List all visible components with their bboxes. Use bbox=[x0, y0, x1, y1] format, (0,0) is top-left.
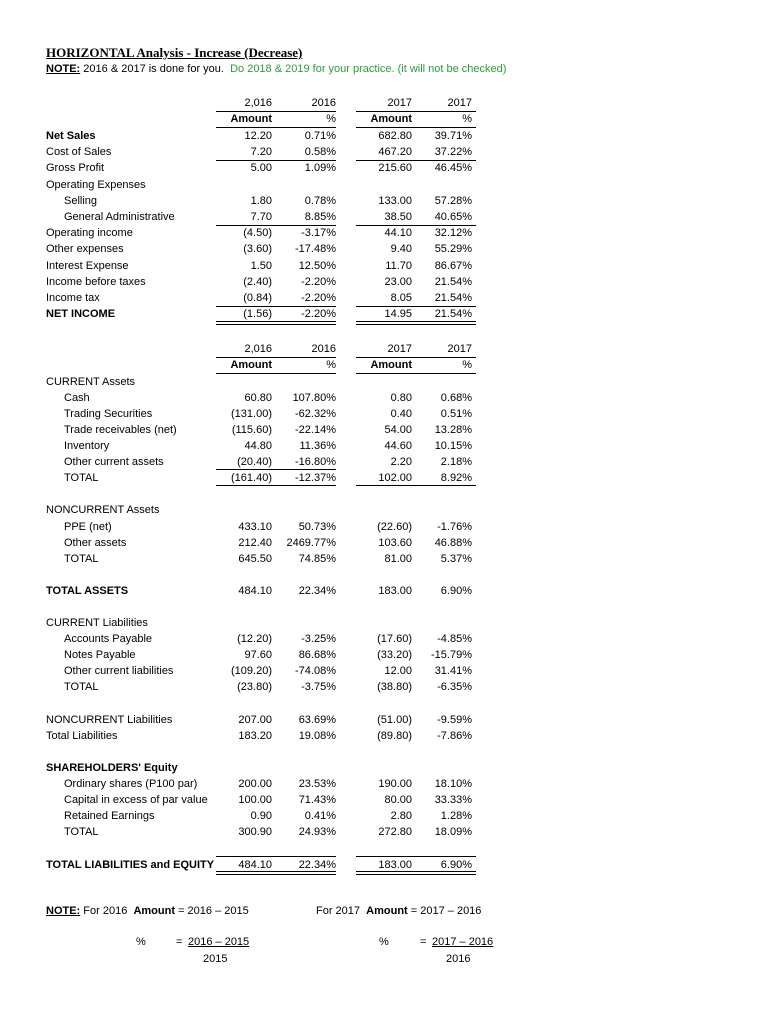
table-row bbox=[0, 422, 768, 438]
row-label: PPE (net) bbox=[64, 521, 112, 533]
row-value: 60.80 bbox=[244, 392, 272, 404]
table-row bbox=[0, 438, 768, 454]
section-title-label: CURRENT Liabilities bbox=[46, 617, 148, 629]
table-row bbox=[0, 390, 768, 406]
row-value: 5.00 bbox=[250, 162, 272, 174]
table-row bbox=[0, 776, 768, 792]
footnote-2017 bbox=[316, 905, 481, 917]
pct-symbol: % bbox=[379, 936, 389, 948]
row-label: Cash bbox=[64, 392, 90, 404]
header-cell: % bbox=[462, 359, 472, 371]
row-label: TOTAL bbox=[64, 472, 99, 484]
row-value: 2469.77% bbox=[286, 537, 336, 549]
table-row bbox=[0, 824, 768, 840]
row-label: Income before taxes bbox=[46, 276, 146, 288]
section-title bbox=[0, 502, 768, 518]
row-value: 12.00 bbox=[384, 665, 412, 677]
row-value: 38.50 bbox=[384, 211, 412, 223]
balance-header-top bbox=[0, 341, 768, 357]
table-row bbox=[0, 808, 768, 824]
header-cell: 2017 bbox=[387, 343, 412, 355]
row-label: NET INCOME bbox=[46, 308, 116, 320]
row-value: -3.75% bbox=[301, 681, 336, 693]
row-value: 8.85% bbox=[304, 211, 336, 223]
row-label: NONCURRENT Liabilities bbox=[46, 714, 173, 726]
row-value: -2.20% bbox=[301, 292, 336, 304]
row-label: Income tax bbox=[46, 292, 100, 304]
row-value: 46.88% bbox=[434, 537, 472, 549]
row-value: 682.80 bbox=[378, 130, 412, 142]
row-label: TOTAL LIABILITIES and EQUITY bbox=[46, 859, 215, 871]
row-value: 12.20 bbox=[244, 130, 272, 142]
header-cell: Amount bbox=[230, 359, 272, 371]
row-value: 272.80 bbox=[378, 826, 412, 838]
row-value: 46.45% bbox=[434, 162, 472, 174]
header-cell: 2017 bbox=[447, 97, 472, 109]
row-value: 31.41% bbox=[434, 665, 472, 677]
row-value: 190.00 bbox=[378, 778, 412, 790]
row-value: 23.00 bbox=[384, 276, 412, 288]
table-row bbox=[0, 306, 768, 322]
row-value: (17.60) bbox=[377, 633, 412, 645]
section-title-label: CURRENT Assets bbox=[46, 376, 136, 388]
header-cell: % bbox=[326, 359, 336, 371]
row-value: 18.10% bbox=[434, 778, 472, 790]
row-value: 484.10 bbox=[238, 585, 272, 597]
table-row bbox=[0, 406, 768, 422]
row-value: 40.65% bbox=[434, 211, 472, 223]
instruction-note bbox=[46, 63, 506, 75]
row-label: Inventory bbox=[64, 440, 110, 452]
row-value: 57.28% bbox=[434, 195, 472, 207]
pct-symbol: % bbox=[136, 936, 146, 948]
footnote-2016 bbox=[46, 905, 249, 917]
row-value: (51.00) bbox=[377, 714, 412, 726]
row-value: (4.50) bbox=[243, 227, 272, 239]
row-value: 100.00 bbox=[238, 794, 272, 806]
row-value: 86.67% bbox=[434, 260, 472, 272]
row-value: 133.00 bbox=[378, 195, 412, 207]
row-label: Retained Earnings bbox=[64, 810, 155, 822]
row-value: 212.40 bbox=[238, 537, 272, 549]
pct-denominator-2016: 2015 bbox=[203, 953, 228, 965]
row-value: 81.00 bbox=[384, 553, 412, 565]
row-value: 22.34% bbox=[298, 585, 336, 597]
row-value: 24.93% bbox=[298, 826, 336, 838]
row-label: Trade receivables (net) bbox=[64, 424, 177, 436]
table-row bbox=[0, 209, 768, 225]
table-row bbox=[0, 225, 768, 241]
table-row bbox=[0, 728, 768, 744]
row-value: 39.71% bbox=[434, 130, 472, 142]
row-value: (131.00) bbox=[231, 408, 272, 420]
table-row bbox=[0, 647, 768, 663]
row-value: 484.10 bbox=[238, 859, 272, 871]
table-row bbox=[0, 290, 768, 306]
row-label: Cost of Sales bbox=[46, 146, 112, 158]
row-value: 7.70 bbox=[250, 211, 272, 223]
row-value: 11.36% bbox=[299, 440, 336, 452]
table-row bbox=[0, 470, 768, 486]
row-value: 1.09% bbox=[304, 162, 336, 174]
pct-numerator-2016: 2016 – 2015 bbox=[188, 936, 250, 948]
row-label: Capital in excess of par value bbox=[64, 794, 208, 806]
row-value: 9.40 bbox=[390, 243, 412, 255]
row-value: 207.00 bbox=[238, 714, 272, 726]
header-cell: 2017 bbox=[387, 97, 412, 109]
row-value: 63.69% bbox=[298, 714, 336, 726]
row-value: 200.00 bbox=[238, 778, 272, 790]
row-value: -17.48% bbox=[295, 243, 336, 255]
row-value: 21.54% bbox=[434, 292, 472, 304]
row-value: -7.86% bbox=[437, 730, 472, 742]
row-value: 0.71% bbox=[304, 130, 336, 142]
row-value: (12.20) bbox=[237, 633, 272, 645]
row-value: -2.20% bbox=[301, 276, 336, 288]
footnote-amount-word: Amount bbox=[133, 905, 175, 917]
row-value: -22.14% bbox=[295, 424, 336, 436]
divider bbox=[216, 485, 336, 486]
note-label: NOTE: bbox=[46, 63, 81, 75]
row-value: 2.18% bbox=[440, 456, 472, 468]
row-value: 0.41% bbox=[304, 810, 336, 822]
row-value: 1.50 bbox=[250, 260, 272, 272]
row-label: TOTAL bbox=[64, 681, 99, 693]
row-value: 19.08% bbox=[298, 730, 336, 742]
row-label: Trading Securities bbox=[64, 408, 153, 420]
double-underline bbox=[216, 871, 336, 875]
income-header-bottom bbox=[0, 111, 768, 127]
row-label: Operating Expenses bbox=[46, 179, 146, 191]
header-cell: 2016 bbox=[311, 343, 336, 355]
row-value: 21.54% bbox=[434, 308, 472, 320]
footnote-eq-2016: = 2016 – 2015 bbox=[178, 905, 249, 917]
row-value: -74.08% bbox=[295, 665, 336, 677]
page-title: HORIZONTAL Analysis - Increase (Decrease) bbox=[46, 45, 303, 60]
row-value: 10.15% bbox=[434, 440, 472, 452]
footnote-amount-word: Amount bbox=[366, 905, 408, 917]
header-cell: % bbox=[462, 113, 472, 125]
pct-denominator-2017: 2016 bbox=[446, 953, 471, 965]
row-value: 32.12% bbox=[434, 227, 472, 239]
row-value: (22.60) bbox=[377, 521, 412, 533]
row-value: 107.80% bbox=[292, 392, 336, 404]
header-cell: % bbox=[326, 113, 336, 125]
divider bbox=[216, 225, 336, 226]
divider bbox=[356, 160, 476, 161]
table-row bbox=[0, 177, 768, 193]
table-row bbox=[0, 274, 768, 290]
eq-sign: = bbox=[176, 936, 183, 948]
row-label: Notes Payable bbox=[64, 649, 136, 661]
table-row bbox=[0, 193, 768, 209]
row-label: General Administrative bbox=[64, 211, 175, 223]
row-value: 8.05 bbox=[390, 292, 412, 304]
row-value: 22.34% bbox=[298, 859, 336, 871]
table-row bbox=[0, 551, 768, 567]
footnote-for-2017: For 2017 bbox=[316, 905, 361, 917]
row-value: 13.28% bbox=[434, 424, 472, 436]
table-row bbox=[0, 792, 768, 808]
row-value: 645.50 bbox=[238, 553, 272, 565]
row-value: 2.20 bbox=[390, 456, 412, 468]
divider bbox=[216, 469, 336, 470]
row-value: 0.90 bbox=[250, 810, 272, 822]
row-value: -12.37% bbox=[295, 472, 336, 484]
row-value: -16.80% bbox=[295, 456, 336, 468]
row-value: (0.84) bbox=[243, 292, 272, 304]
row-value: 0.68% bbox=[440, 392, 472, 404]
row-value: 467.20 bbox=[378, 146, 412, 158]
row-value: 74.85% bbox=[298, 553, 336, 565]
table-row bbox=[0, 583, 768, 599]
row-label: Total Liabilities bbox=[46, 730, 118, 742]
row-value: 2.80 bbox=[390, 810, 412, 822]
row-label: TOTAL bbox=[64, 826, 99, 838]
table-row bbox=[0, 258, 768, 274]
divider bbox=[216, 160, 336, 161]
footnote-for-2016: For 2016 bbox=[83, 905, 128, 917]
footnote-eq-2017: = 2017 – 2016 bbox=[410, 905, 482, 917]
row-value: -2.20% bbox=[301, 308, 336, 320]
row-value: -6.35% bbox=[437, 681, 472, 693]
header-cell: Amount bbox=[230, 113, 272, 125]
row-label: Interest Expense bbox=[46, 260, 129, 272]
table-row bbox=[0, 679, 768, 695]
header-cell: 2,016 bbox=[244, 97, 272, 109]
row-value: 18.09% bbox=[434, 826, 472, 838]
table-row bbox=[0, 144, 768, 160]
header-cell: 2,016 bbox=[244, 343, 272, 355]
row-value: (1.56) bbox=[243, 308, 272, 320]
row-value: 433.10 bbox=[238, 521, 272, 533]
divider bbox=[216, 856, 336, 857]
row-value: 71.43% bbox=[298, 794, 336, 806]
row-value: 11.70 bbox=[385, 260, 412, 272]
row-label: Accounts Payable bbox=[64, 633, 153, 645]
row-value: 0.78% bbox=[304, 195, 336, 207]
table-row bbox=[0, 519, 768, 535]
divider bbox=[356, 225, 476, 226]
row-value: 14.95 bbox=[384, 308, 412, 320]
row-value: 0.80 bbox=[390, 392, 412, 404]
table-row bbox=[0, 712, 768, 728]
table-row bbox=[0, 535, 768, 551]
row-value: (115.60) bbox=[231, 424, 272, 436]
table-row bbox=[0, 241, 768, 257]
row-value: -9.59% bbox=[437, 714, 472, 726]
row-value: 33.33% bbox=[434, 794, 472, 806]
row-value: (33.20) bbox=[377, 649, 412, 661]
row-value: (89.80) bbox=[377, 730, 412, 742]
row-value: -15.79% bbox=[431, 649, 472, 661]
row-value: 12.50% bbox=[298, 260, 336, 272]
row-value: 97.60 bbox=[244, 649, 272, 661]
row-value: 80.00 bbox=[384, 794, 412, 806]
footnote-label: NOTE: bbox=[46, 905, 81, 917]
row-value: (161.40) bbox=[231, 472, 272, 484]
row-value: 44.60 bbox=[384, 440, 412, 452]
row-label: Net Sales bbox=[46, 130, 96, 142]
section-title bbox=[0, 615, 768, 631]
row-value: (23.80) bbox=[237, 681, 272, 693]
row-value: 0.40 bbox=[390, 408, 412, 420]
row-value: 1.80 bbox=[250, 195, 272, 207]
row-value: 54.00 bbox=[384, 424, 412, 436]
note-text: 2016 & 2017 is done for you. bbox=[80, 63, 224, 75]
double-underline bbox=[356, 321, 476, 325]
row-value: -62.32% bbox=[295, 408, 336, 420]
table-row bbox=[0, 663, 768, 679]
row-label: Operating income bbox=[46, 227, 133, 239]
row-label: Other current liabilities bbox=[64, 665, 174, 677]
section-title bbox=[0, 760, 768, 776]
header-cell: Amount bbox=[370, 359, 412, 371]
row-label: TOTAL ASSETS bbox=[46, 585, 129, 597]
divider bbox=[356, 856, 476, 857]
row-value: (38.80) bbox=[377, 681, 412, 693]
row-label: Other expenses bbox=[46, 243, 124, 255]
header-cell: Amount bbox=[370, 113, 412, 125]
row-value: -3.17% bbox=[301, 227, 336, 239]
section-title-label: NONCURRENT Assets bbox=[46, 504, 160, 516]
row-label: Selling bbox=[64, 195, 98, 207]
row-value: 183.20 bbox=[238, 730, 272, 742]
row-value: 6.90% bbox=[440, 859, 472, 871]
row-value: 44.10 bbox=[384, 227, 412, 239]
table-row bbox=[0, 454, 768, 470]
table-row bbox=[0, 128, 768, 144]
double-underline bbox=[216, 321, 336, 325]
row-value: 37.22% bbox=[434, 146, 472, 158]
row-label: Other assets bbox=[64, 537, 127, 549]
row-value: 0.51% bbox=[440, 408, 472, 420]
row-value: -1.76% bbox=[437, 521, 472, 533]
row-value: 55.29% bbox=[434, 243, 472, 255]
pct-numerator-2017: 2017 – 2016 bbox=[432, 936, 494, 948]
row-value: 183.00 bbox=[378, 859, 412, 871]
row-value: -4.85% bbox=[437, 633, 472, 645]
row-value: 300.90 bbox=[238, 826, 272, 838]
divider bbox=[356, 306, 476, 307]
row-value: 6.90% bbox=[440, 585, 472, 597]
row-label: TOTAL bbox=[64, 553, 99, 565]
row-value: 44.80 bbox=[244, 440, 272, 452]
row-label: Gross Profit bbox=[46, 162, 105, 174]
row-value: 5.37% bbox=[440, 553, 472, 565]
row-value: 103.60 bbox=[378, 537, 412, 549]
row-value: 7.20 bbox=[250, 146, 272, 158]
row-value: 23.53% bbox=[298, 778, 336, 790]
section-title bbox=[0, 374, 768, 390]
eq-sign: = bbox=[420, 936, 427, 948]
row-value: 8.92% bbox=[440, 472, 472, 484]
row-value: -3.25% bbox=[301, 633, 336, 645]
row-value: 102.00 bbox=[378, 472, 412, 484]
double-underline bbox=[356, 871, 476, 875]
section-title-label: SHAREHOLDERS' Equity bbox=[46, 762, 178, 774]
row-value: (2.40) bbox=[243, 276, 272, 288]
row-value: 1.28% bbox=[440, 810, 472, 822]
income-header-top bbox=[0, 95, 768, 111]
row-value: (109.20) bbox=[231, 665, 272, 677]
balance-header-bottom bbox=[0, 357, 768, 373]
note-practice-text: Do 2018 & 2019 for your practice. (it will not be checked) bbox=[230, 63, 507, 75]
row-value: 21.54% bbox=[434, 276, 472, 288]
header-cell: 2017 bbox=[447, 343, 472, 355]
row-value: 215.60 bbox=[378, 162, 412, 174]
row-value: 183.00 bbox=[378, 585, 412, 597]
table-row bbox=[0, 160, 768, 176]
row-value: (20.40) bbox=[237, 456, 272, 468]
row-value: (3.60) bbox=[243, 243, 272, 255]
row-value: 0.58% bbox=[304, 146, 336, 158]
row-label: Other current assets bbox=[64, 456, 164, 468]
divider bbox=[216, 306, 336, 307]
row-value: 86.68% bbox=[298, 649, 336, 661]
table-row bbox=[0, 631, 768, 647]
row-value: 50.73% bbox=[298, 521, 336, 533]
header-cell: 2016 bbox=[311, 97, 336, 109]
row-label: Ordinary shares (P100 par) bbox=[64, 778, 198, 790]
divider bbox=[356, 485, 476, 486]
